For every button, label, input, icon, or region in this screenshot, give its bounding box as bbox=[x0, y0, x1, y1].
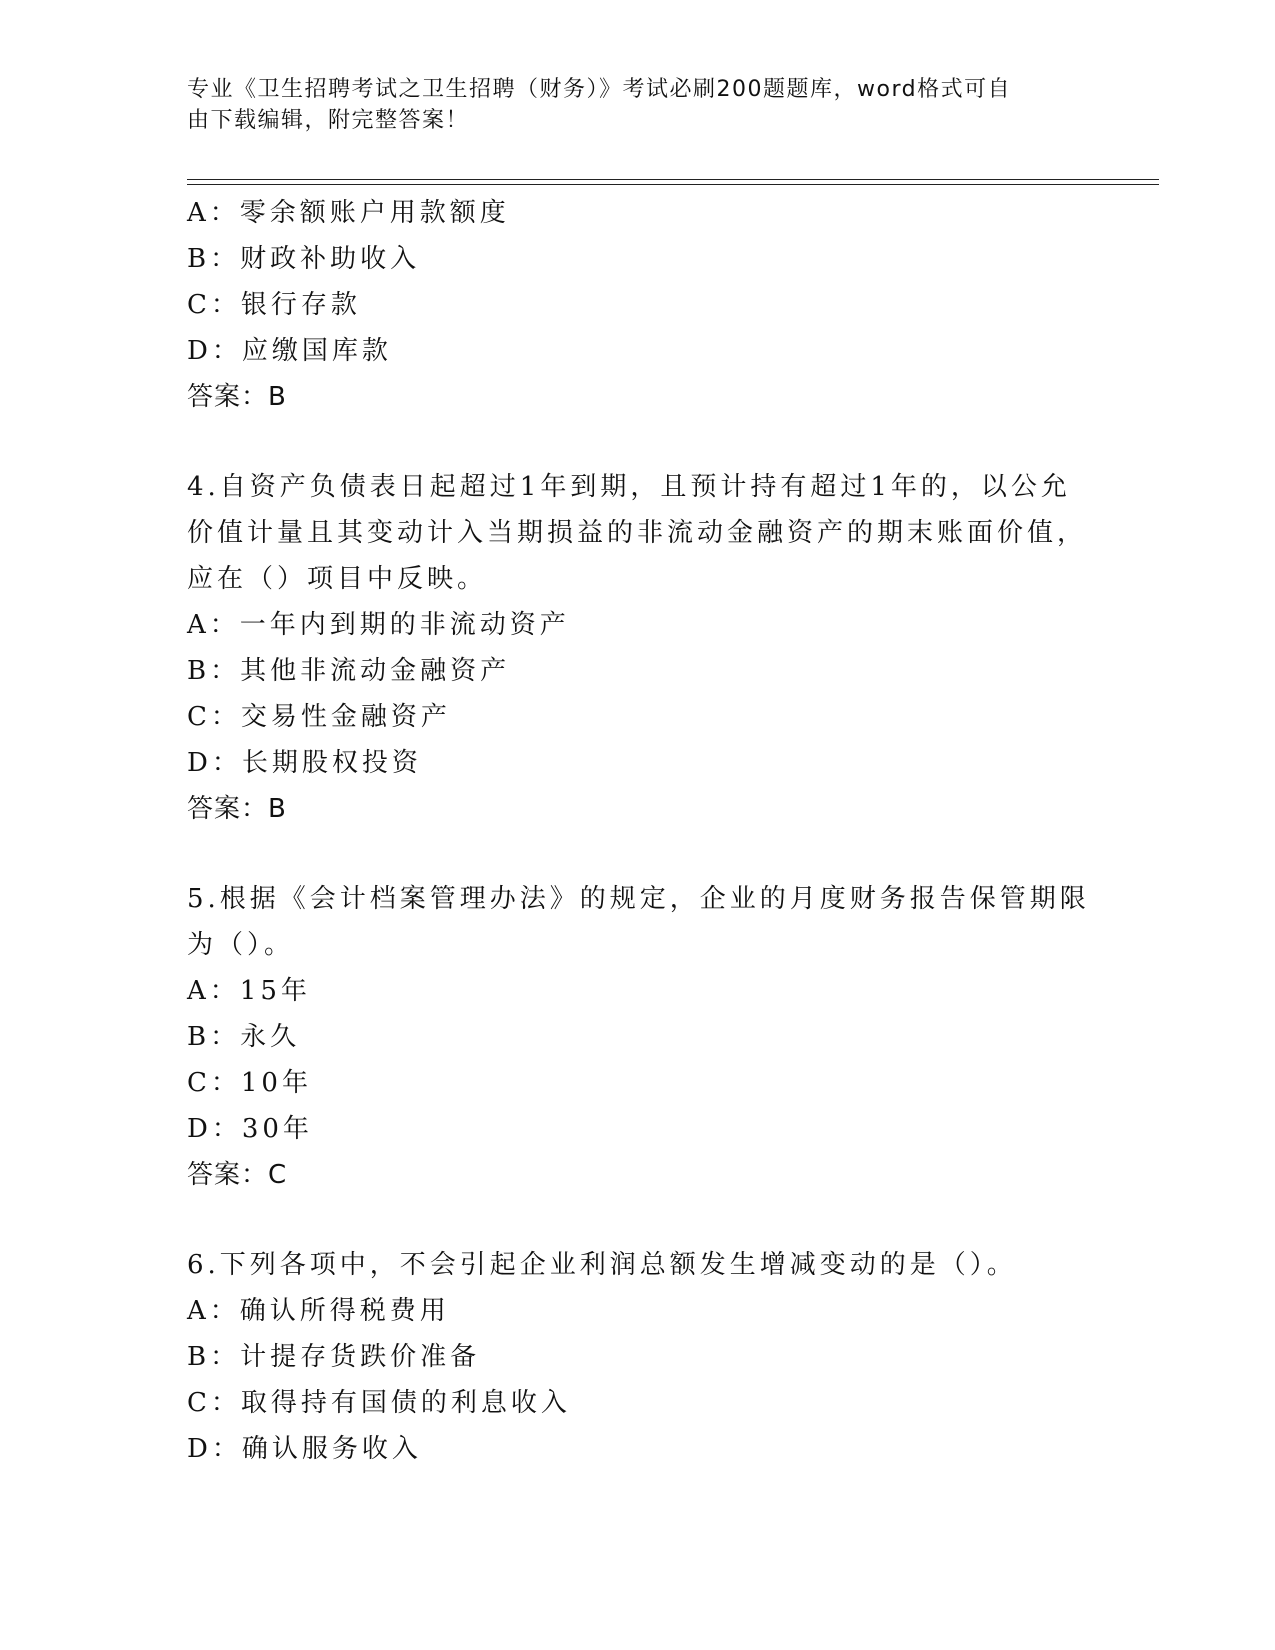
option-d: D：应缴国库款 bbox=[187, 336, 392, 366]
option-a: A：一年内到期的非流动资产 bbox=[187, 610, 570, 640]
option-d: D：长期股权投资 bbox=[187, 748, 422, 778]
question-4 bbox=[187, 464, 1087, 832]
question-stem-line: 为（）。 bbox=[187, 930, 295, 960]
header-divider-bottom bbox=[187, 184, 1159, 185]
option-b: B：计提存货跌价准备 bbox=[187, 1342, 481, 1372]
option-a: A：15年 bbox=[187, 976, 311, 1006]
answer: 答案：B bbox=[187, 794, 287, 824]
option-c: C：银行存款 bbox=[187, 290, 361, 320]
question-5 bbox=[187, 876, 1090, 1198]
option-b: B：永久 bbox=[187, 1022, 301, 1052]
option-b: B：其他非流动金融资产 bbox=[187, 656, 511, 686]
answer: 答案：C bbox=[187, 1160, 288, 1190]
question-stem-line: 6.下列各项中，不会引起企业利润总额发生增减变动的是（）。 bbox=[187, 1250, 1017, 1280]
document-header bbox=[187, 74, 1067, 136]
option-d: D：确认服务收入 bbox=[187, 1434, 422, 1464]
answer: 答案：B bbox=[187, 382, 287, 412]
question-stem-line: 应在（）项目中反映。 bbox=[187, 564, 488, 594]
header-line-2: 由下载编辑，附完整答案！ bbox=[187, 108, 470, 133]
question-6 bbox=[187, 1242, 1087, 1472]
question-stem-line: 4.自资产负债表日起超过1年到期，且预计持有超过1年的，以公允 bbox=[187, 472, 1071, 502]
option-d: D：30年 bbox=[187, 1114, 313, 1144]
header-line-1: 专业《卫生招聘考试之卫生招聘（财务）》考试必刷200题题库，word格式可自 bbox=[187, 77, 1012, 102]
option-c: C：10年 bbox=[187, 1068, 312, 1098]
header-divider-top bbox=[187, 179, 1159, 180]
question-list bbox=[187, 190, 1090, 1472]
option-a: A：零余额账户用款额度 bbox=[187, 198, 510, 228]
question-stem-line: 价值计量且其变动计入当期损益的非流动金融资产的期末账面价值， bbox=[187, 518, 1088, 548]
question-stem-line: 5.根据《会计档案管理办法》的规定，企业的月度财务报告保管期限 bbox=[187, 884, 1090, 914]
question-3 bbox=[187, 190, 1087, 420]
option-c: C：取得持有国债的利息收入 bbox=[187, 1388, 571, 1418]
option-a: A：确认所得税费用 bbox=[187, 1296, 450, 1326]
option-b: B：财政补助收入 bbox=[187, 244, 421, 274]
option-c: C：交易性金融资产 bbox=[187, 702, 451, 732]
